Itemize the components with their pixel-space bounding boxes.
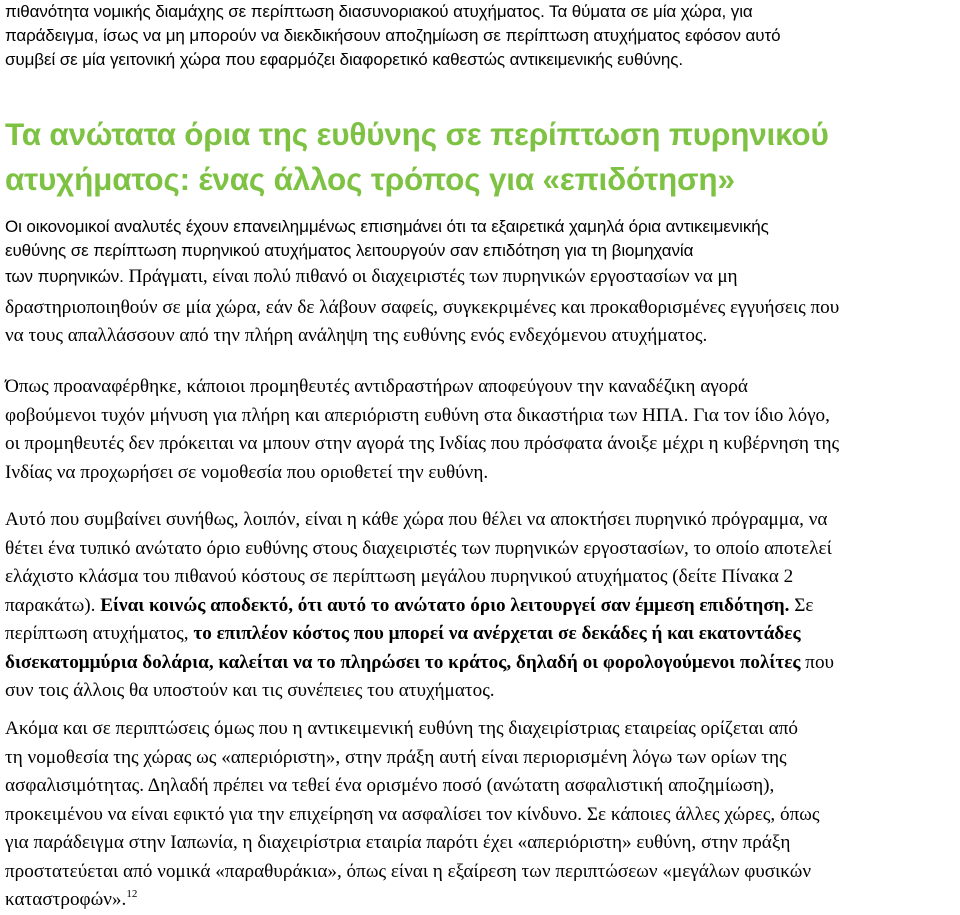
emphasis-text: το επιπλέον κόστος που μπορεί να ανέρχεται σε δεκάδες ή και εκατοντάδες — [193, 623, 801, 644]
text-line: των πυρηνικών. — [5, 267, 124, 286]
text-segment: που — [800, 651, 835, 673]
intro-paragraph — [5, 0, 780, 72]
text-segment: παρακάτω). — [5, 594, 101, 616]
paragraph-economic-analysts — [5, 215, 839, 351]
heading-line: Τα ανώτατα όρια της ευθύνης σε περίπτωση πυρηνικού — [5, 116, 829, 152]
text-line: Οι οικονομικοί αναλυτές έχουν επανειλημμένως επισημάνει ότι τα εξαιρετικά χαμηλά όρια αντικειμενικής — [5, 217, 769, 236]
text-segment: καταστροφών». — [5, 889, 127, 910]
text-line: για παράδειγμα στην Ιαπωνία, η διαχειρίστρια εταιρία παρότι έχει «απεριόριστη» ευθύνη, στην πράξη — [5, 832, 791, 853]
mixed-line — [5, 592, 834, 621]
text-line: Ακόμα και σε περιπτώσεις όμως που η αντικειμενική ευθύνη της διαχειρίστριας εταιρείας ορίζεται από — [5, 718, 798, 739]
text-line: προκειμένου να είναι εφικτό για την επιχείρηση να ασφαλίσει τον κίνδυνο. Σε κάποιες άλλες χώρες, όπως — [5, 803, 820, 825]
mixed-line — [5, 649, 834, 678]
text-line: πιθανότητα νομικής διαμάχης σε περίπτωση διασυνοριακού ατυχήματος. Τα θύματα σε μία χώρα, για — [5, 2, 753, 21]
heading-line: ατυχήματος: ένας άλλος τρόπος για «επιδότηση» — [5, 161, 735, 197]
footnote-reference[interactable]: 12 — [126, 888, 138, 900]
text-line: φοβούμενοι τυχόν μήνυση για πλήρη και απεριόριστη ευθύνη στα δικαστήρια των ΗΠΑ. Για τον ίδιο λόγο, — [5, 404, 830, 426]
mixed-line — [5, 620, 834, 649]
text-line: δραστηριοποιηθούν σε μία χώρα, εάν δε λάβουν σαφείς, συγκεκριμένες και προκαθορισμένες εγγυήσεις που — [5, 296, 840, 318]
text-line: ασφαλισιμότητας. Δηλαδή πρέπει να τεθεί ένα ορισμένο ποσό (ανώτατη ασφαλιστική αποζημίωση), — [5, 775, 775, 796]
text-line: Όπως προαναφέρθηκε, κάποιοι προμηθευτές αντιδραστήρων αποφεύγουν την καναδέζικη αγορά — [5, 376, 748, 397]
text-line: τη νομοθεσία της χώρας ως «απεριόριστη», στην πράξη αυτή είναι περιορισμένη λόγω των ορίων της — [5, 746, 787, 768]
emphasis-text: Είναι κοινώς αποδεκτό, ότι αυτό το ανώτατο όριο λειτουργεί σαν έμμεση επιδότηση. — [100, 594, 790, 616]
section-heading — [5, 112, 829, 202]
text-segment: Σε — [789, 594, 814, 616]
emphasis-text: δισεκατομμύρια δολάρια, καλείται να το πληρώσει το κράτος, δηλαδή οι φορολογούμενοι πολίτες — [5, 651, 801, 673]
text-line: παράδειγμα, ίσως να μη μπορούν να διεκδικήσουν αποζημίωση σε περίπτωση ατυχήματος εφόσον αυτό — [5, 26, 781, 45]
text-line: συμβεί σε μία γειτονική χώρα που εφαρμόζει διαφορετικό καθεστώς αντικειμενικής ευθύνης. — [5, 50, 684, 69]
mixed-line — [5, 263, 839, 292]
text-line: προστατεύεται από νομικά «παραθυράκια», όπως είναι η εξαίρεση των περιπτώσεων «μεγάλων φυσικών — [5, 860, 812, 882]
paragraph-suppliers — [5, 373, 839, 487]
text-line: Αυτό που συμβαίνει συνήθως, λοιπόν, είναι η κάθε χώρα που θέλει να αποκτήσει πυρηνικό πρόγραμμα, να — [5, 509, 828, 530]
paragraph-liability-cap — [5, 506, 834, 706]
text-line: συν τοις άλλοις θα υποστούν και τις συνέπειες του ατυχήματος. — [5, 680, 495, 701]
text-line: ελάχιστο κλάσμα του πιθανού κόστους σε περίπτωση μεγάλου πυρηνικού ατυχήματος (δείτε Πίνακα 2 — [5, 566, 794, 587]
text-line: ευθύνης σε περίπτωση πυρηνικού ατυχήματος λειτουργούν σαν επιδότηση για τη βιομηχανία — [5, 241, 694, 260]
text-segment: περίπτωση ατυχήματος, — [5, 623, 194, 644]
text-line: Πράγματι, είναι πολύ πιθανό οι διαχειριστές των πυρηνικών εργοστασίων να μη — [123, 266, 738, 287]
mixed-line — [5, 886, 820, 915]
text-line: οι προμηθευτές δεν πρόκειται να μπουν στην αγορά της Ινδίας που πρόσφατα άνοιξε μέχρι η κυβέρνηση της — [5, 433, 840, 454]
paragraph-insurability — [5, 715, 820, 915]
text-line: να τους απαλλάσσουν από την πλήρη ανάληψη της ευθύνης ενός ενδεχόμενου ατυχήματος. — [5, 325, 708, 346]
text-line: Ινδίας να προχωρήσει σε νομοθεσία που οριοθετεί την ευθύνη. — [5, 461, 489, 483]
text-line: θέτει ένα τυπικό ανώτατο όριο ευθύνης στους διαχειριστές των πυρηνικών εργοστασίων, το οποίο αποτελεί — [5, 537, 832, 559]
